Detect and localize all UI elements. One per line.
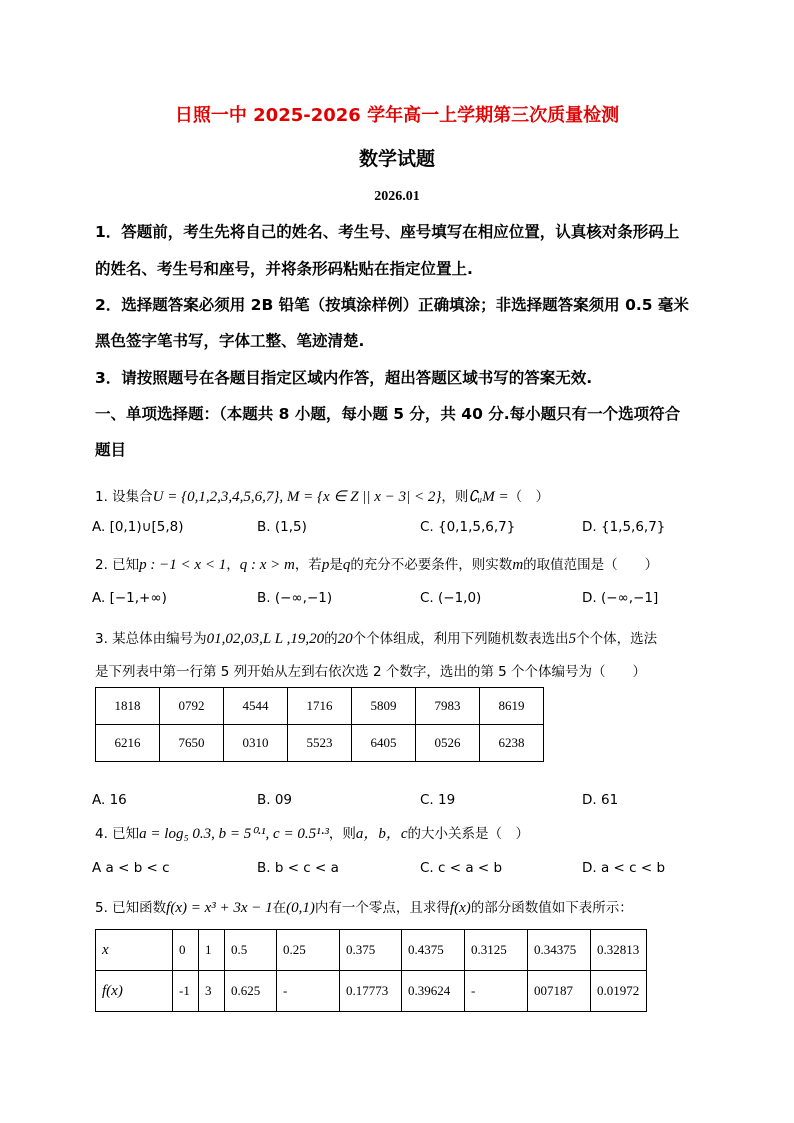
table-cell: 0.17773 [340,971,402,1012]
section-heading: 一、单项选择题：（本题共 8 小题，每小题 5 分，共 40 分.每小题只有一个选项符合 [95,405,681,423]
table-cell: 0.32813 [591,930,647,971]
table-cell: 4544 [224,688,288,725]
table-cell: 0526 [416,725,480,762]
table-cell: 6216 [96,725,160,762]
instruction-line: 黑色签字笔书写，字体工整、笔迹清楚. [95,332,365,350]
q4-option-c[interactable]: C. c < a < b [420,860,503,876]
question-3-cont: 是下列表中第一行第 5 列开始从左到右依次选 2 个数字，选出的第 5 个个体编号为（ ） [95,664,647,680]
table-cell: 1716 [288,688,352,725]
table-cell: 0.25 [277,930,340,971]
table-cell: 6238 [480,725,544,762]
table-header-x: x [96,930,173,971]
table-cell: 0310 [224,725,288,762]
exam-subject: 数学试题 [358,148,435,170]
q3-option-b[interactable]: B. 09 [257,792,293,808]
table-cell: 6405 [352,725,416,762]
question-1: 1. 设集合U = {0,1,2,3,4,5,6,7}, M = {x ∈ Z || x − 3| < 2}，则∁ᵤM =（ ） [95,489,550,505]
table-cell: 5523 [288,725,352,762]
q2-option-a[interactable]: A. [−1,+∞) [92,590,167,606]
function-value-table [95,929,647,1012]
q2-option-b[interactable]: B. (−∞,−1) [257,590,333,606]
question-2: 2. 已知p : −1 < x < 1，q : x > m，若p是q的充分不必要条件，则实数m的取值范围是（ ） [95,557,659,573]
table-row [96,971,647,1012]
q1-option-c[interactable]: C. {0,1,5,6,7} [420,519,516,535]
table-row [96,688,544,725]
q1-option-d[interactable]: D. {1,5,6,7} [582,519,666,535]
table-cell: - [465,971,528,1012]
table-cell: 0.39624 [402,971,465,1012]
q4-option-b[interactable]: B. b < c < a [257,860,339,876]
table-cell: 1 [199,930,225,971]
table-cell: 0.3125 [465,930,528,971]
q4-option-a[interactable]: A a < b < c [92,860,170,876]
table-cell: 7650 [160,725,224,762]
table-row [96,930,647,971]
q3-option-d[interactable]: D. 61 [582,792,619,808]
table-cell: 0.01972 [591,971,647,1012]
table-cell: 0.5 [225,930,277,971]
table-cell: 0.625 [225,971,277,1012]
table-cell: 0792 [160,688,224,725]
table-cell: 3 [199,971,225,1012]
instruction-line: 2．选择题答案必须用 2B 铅笔（按填涂样例）正确填涂；非选择题答案须用 0.5 毫米 [95,296,689,314]
q4-option-d[interactable]: D. a < c < b [582,860,666,876]
table-cell: 0.4375 [402,930,465,971]
table-cell: 0.34375 [528,930,591,971]
table-cell: 0 [173,930,199,971]
table-cell: 5809 [352,688,416,725]
q3-option-c[interactable]: C. 19 [420,792,456,808]
table-header-fx: f(x) [96,971,173,1012]
question-4: 4. 已知a = log₅ 0.3, b = 5⁰·¹, c = 0.5¹·³，则a，b，c的大小关系是（ ） [95,826,530,842]
instruction-line: 3．请按照题号在各题目指定区域内作答，超出答题区域书写的答案无效. [95,369,593,387]
q1-option-a[interactable]: A. [0,1)∪[5,8) [92,519,184,535]
exam-date: 2026.01 [374,189,420,204]
q2-option-c[interactable]: C. (−1,0) [420,590,482,606]
instruction-line: 1．答题前，考生先将自己的姓名、考生号、座号填写在相应位置，认真核对条形码上 [95,223,680,241]
q2-option-d[interactable]: D. (−∞,−1] [582,590,659,606]
section-heading-cont: 题目 [95,441,127,459]
question-5: 5. 已知函数f(x) = x³ + 3x − 1在(0,1)内有一个零点，且求得f(x)的部分函数值如下表所示： [95,900,633,916]
table-row [96,725,544,762]
table-cell: 8619 [480,688,544,725]
table-cell: 7983 [416,688,480,725]
table-cell: 1818 [96,688,160,725]
q3-option-a[interactable]: A. 16 [92,792,127,808]
table-cell: 007187 [528,971,591,1012]
question-3: 3. 某总体由编号为01,02,03,L L ,19,20的20个个体组成，利用下列随机数表选出5个个体，选法 [95,631,658,647]
instruction-line: 的姓名、考生号和座号，并将条形码粘贴在指定位置上. [95,260,473,278]
table-cell: - [277,971,340,1012]
random-number-table [95,687,544,762]
q1-option-b[interactable]: B. (1,5) [257,519,307,535]
table-cell: -1 [173,971,199,1012]
table-cell: 0.375 [340,930,402,971]
exam-title: 日照一中 2025-2026 学年高一上学期第三次质量检测 [174,105,620,126]
